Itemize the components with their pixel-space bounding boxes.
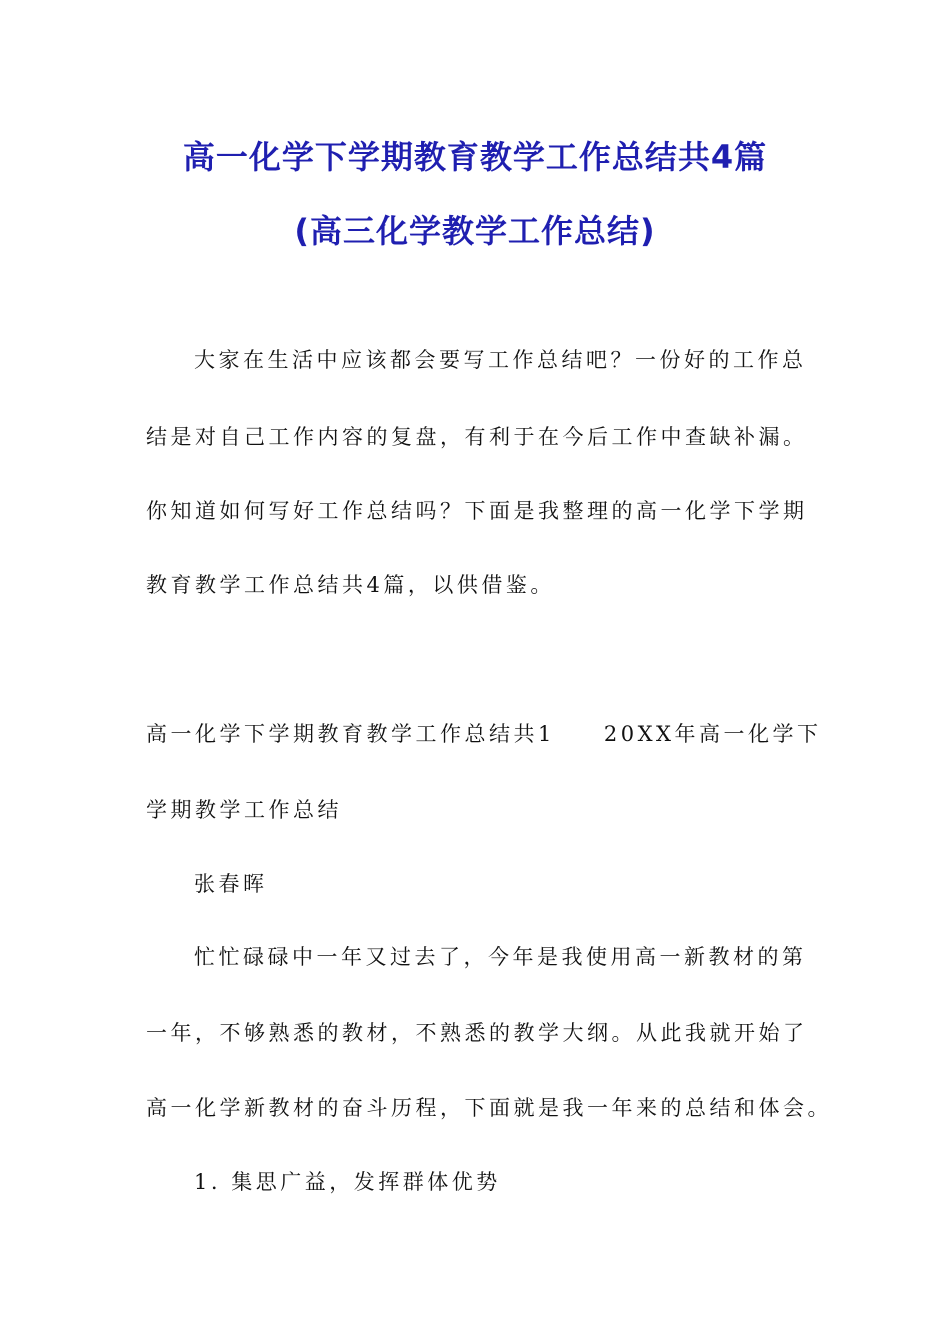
document-title-line-1: 高一化学下学期教育教学工作总结共4篇 xyxy=(182,138,768,176)
body-line-3: 高一化学新教材的奋斗历程，下面就是我一年来的总结和体会。 xyxy=(146,1096,832,1120)
author-name: 张春晖 xyxy=(194,872,268,896)
intro-line-2: 结是对自己工作内容的复盘，有利于在今后工作中查缺补漏。 xyxy=(146,425,808,449)
body-line-1: 忙忙碌碌中一年又过去了，今年是我使用高一新教材的第 xyxy=(194,945,807,969)
list-item-1: 1. 集思广益，发挥群体优势 xyxy=(194,1170,501,1194)
section-heading-line-2: 学期教学工作总结 xyxy=(146,798,342,822)
intro-line-3: 你知道如何写好工作总结吗？下面是我整理的高一化学下学期 xyxy=(146,499,808,523)
intro-line-1: 大家在生活中应该都会要写工作总结吧？一份好的工作总 xyxy=(194,348,807,372)
intro-line-4: 教育教学工作总结共4篇，以供借鉴。 xyxy=(146,573,555,597)
document-title-line-2: (高三化学教学工作总结) xyxy=(294,212,656,250)
section-heading-line-1: 高一化学下学期教育教学工作总结共1 20XX年高一化学下 xyxy=(146,722,822,746)
body-line-2: 一年，不够熟悉的教材，不熟悉的教学大纲。从此我就开始了 xyxy=(146,1021,808,1045)
